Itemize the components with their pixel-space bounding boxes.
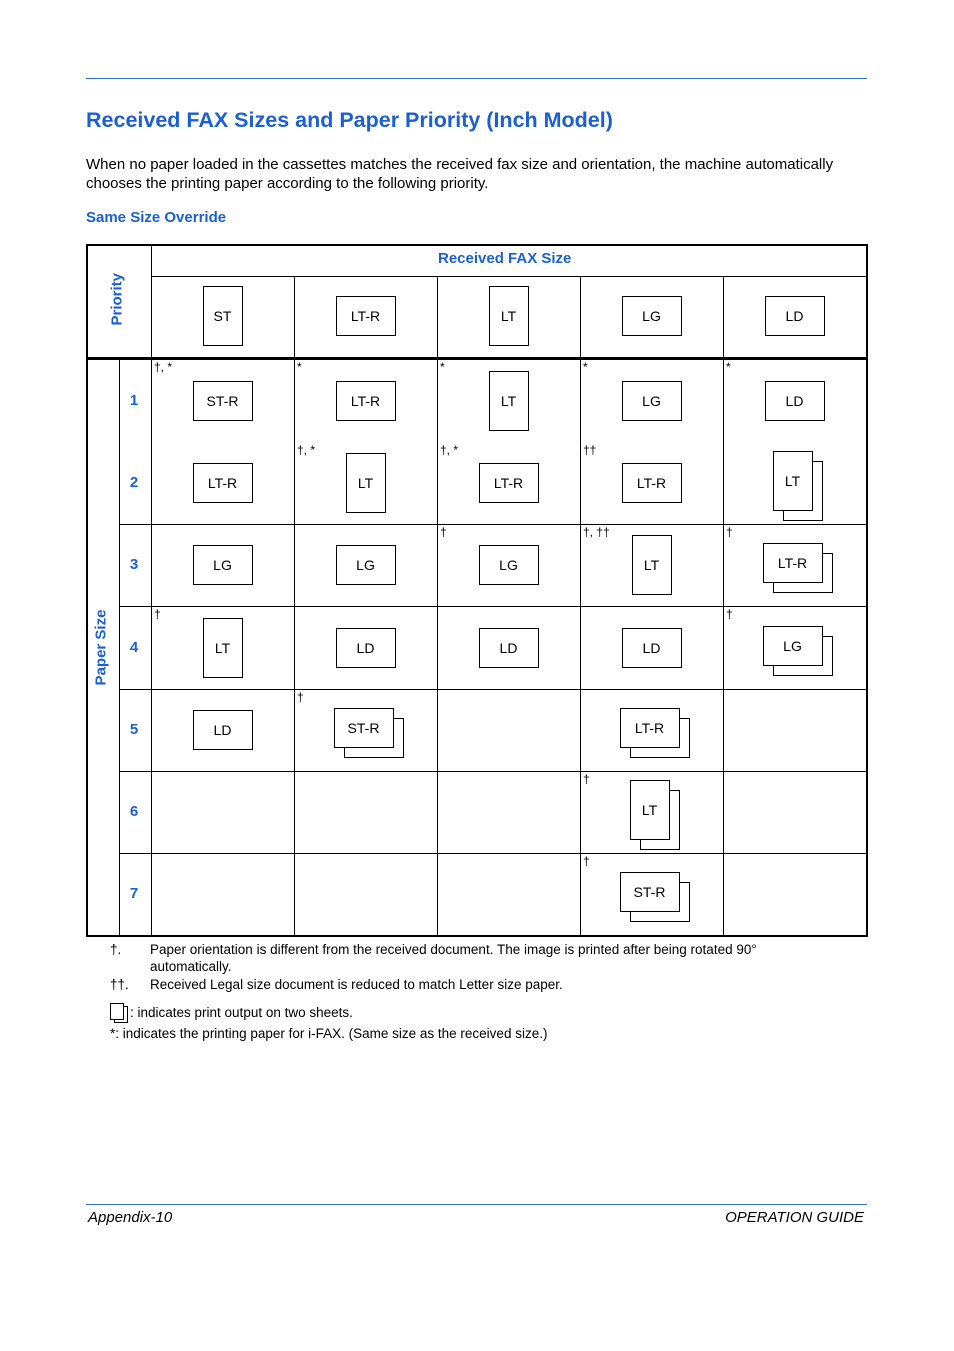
table-border (86, 244, 868, 937)
footer-right: OPERATION GUIDE (725, 1209, 864, 1226)
col-line-priority (151, 244, 152, 937)
cell-mark: †† (583, 443, 597, 457)
paper-sheet: LD (765, 381, 825, 421)
paper-sheet: LD (479, 628, 539, 668)
paper-sheet: LG (763, 626, 823, 666)
header-rule (86, 78, 867, 79)
cell-mark: † (726, 525, 733, 539)
cell-mark: †, * (154, 360, 173, 374)
paper-sheet: LT (773, 451, 813, 511)
paper-sheet: LT (630, 780, 670, 840)
cell-mark: * (297, 360, 302, 374)
cell-mark: † (297, 690, 304, 704)
paper-sheet: ST-R (334, 708, 394, 748)
cell-mark: † (726, 607, 733, 621)
paper-sheet: ST (203, 286, 243, 346)
two-sheets-icon (110, 1003, 130, 1023)
priority-label: Priority (108, 272, 126, 326)
cell-mark: †, †† (583, 525, 610, 539)
paper-sheet: LD (765, 296, 825, 336)
intro-paragraph: When no paper loaded in the cassettes matches the received fax size and orientation, the machine automatically chooses the printing paper according to the following priority. (86, 156, 834, 192)
paper-sheet: LT-R (620, 708, 680, 748)
row-line (119, 524, 866, 525)
note-two-sheets-text: : indicates print output on two sheets. (130, 1005, 353, 1020)
paper-sheet: LT (489, 286, 529, 346)
cell-mark: * (583, 360, 588, 374)
paper-sheet: ST-R (620, 872, 680, 912)
paper-sheet: LD (622, 628, 682, 668)
row-line (119, 771, 866, 772)
paper-sheet: LG (622, 296, 682, 336)
paper-priority-table (86, 244, 868, 937)
cell-mark: † (154, 607, 161, 621)
paper-sheet: LT (203, 618, 243, 678)
cell-mark: †, * (297, 443, 316, 457)
paper-sheet: LG (622, 381, 682, 421)
cell-mark: * (726, 360, 731, 374)
paper-sheet: LT-R (622, 463, 682, 503)
col-line (437, 276, 438, 937)
paper-sheet: LT (489, 371, 529, 431)
row-number: 2 (129, 474, 139, 491)
paper-sheet: LT-R (763, 543, 823, 583)
paper-sheet: LT (632, 535, 672, 595)
note-double-dagger-text: Received Legal size document is reduced to match Letter size paper. (150, 977, 563, 992)
paper-sheet: LT-R (479, 463, 539, 503)
row-line (119, 606, 866, 607)
cell-mark: † (583, 854, 590, 868)
footer-rule (86, 1204, 867, 1205)
row-line (119, 853, 866, 854)
row-line (119, 689, 866, 690)
col-line (723, 276, 724, 937)
cell-mark: * (440, 360, 445, 374)
col-line (580, 276, 581, 937)
paper-sheet: LG (336, 545, 396, 585)
row-number: 3 (129, 556, 139, 573)
paper-sheet: LD (336, 628, 396, 668)
paper-sheet: ST-R (193, 381, 253, 421)
received-fax-size-label: Received FAX Size (438, 250, 572, 267)
note-dagger-symbol: †. (110, 942, 122, 957)
paper-sheet: LT-R (336, 381, 396, 421)
note-double-dagger-symbol: ††. (110, 977, 129, 992)
paper-size-label: Paper Size (92, 609, 110, 686)
paper-sheet: LG (479, 545, 539, 585)
paper-sheet: LT-R (336, 296, 396, 336)
row-number: 5 (129, 721, 139, 738)
row-number: 7 (129, 885, 139, 902)
note-ifax-text: *: indicates the printing paper for i-FAX. (Same size as the received size.) (110, 1026, 548, 1041)
header-divider-line (86, 357, 866, 360)
footer-left: Appendix-10 (88, 1209, 173, 1226)
note-dagger-text: Paper orientation is different from the received document. The image is printed after being rotated 90° automatically. (150, 942, 757, 974)
cell-mark: † (583, 772, 590, 786)
row-number: 4 (129, 638, 139, 656)
paper-sheet: LD (193, 710, 253, 750)
paper-sheet: LT-R (193, 463, 253, 503)
paper-sheet: LT (346, 453, 386, 513)
cell-mark: † (440, 525, 447, 539)
page-title: Received FAX Sizes and Paper Priority (Inch Model) (86, 108, 613, 132)
row-number: 6 (129, 803, 139, 820)
row-number: 1 (129, 391, 139, 409)
col-line (294, 276, 295, 937)
paper-sheet: LG (193, 545, 253, 585)
note-ifax (110, 1025, 547, 1042)
section-heading: Same Size Override (86, 209, 227, 226)
header-inner-line (151, 276, 866, 277)
cell-mark: †, * (440, 443, 459, 457)
